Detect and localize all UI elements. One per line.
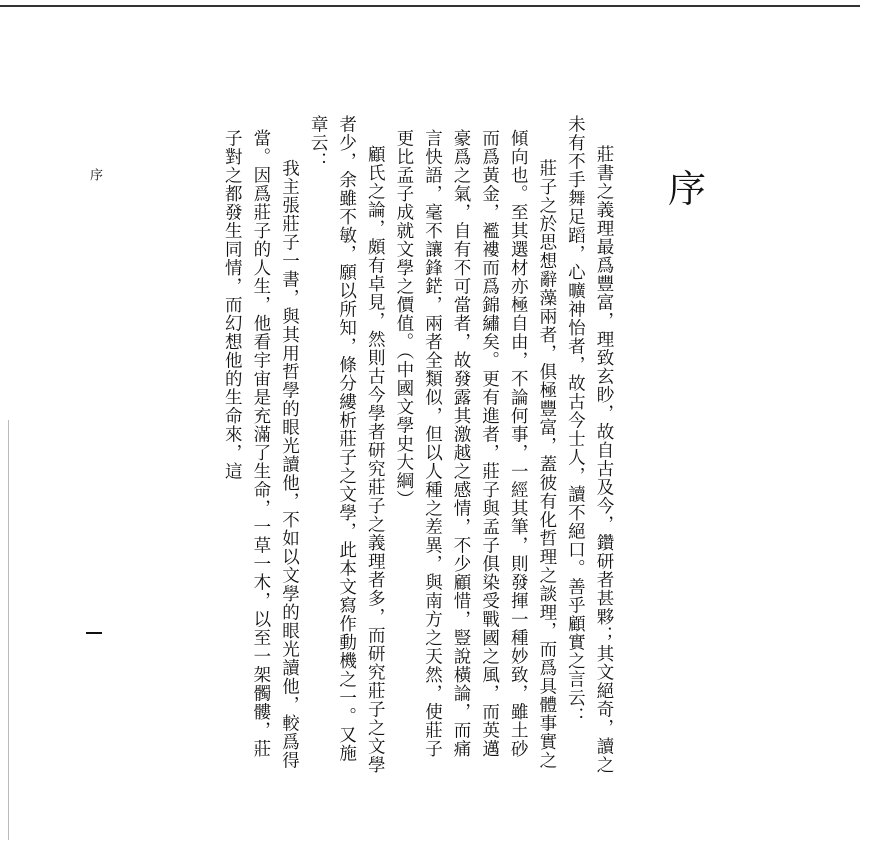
- top-rule: [0, 5, 860, 7]
- quote-shi-zhang: 我主張莊子一書，與其用哲學的眼光讀他，不如以文學的眼光讀他，較爲得當。因爲莊子的人生，他看宇宙是充滿了生命，一草一木，以至一架髑髏，莊子對之都發生同情，而幻想他的生命來，這: [222, 129, 300, 770]
- paragraph-intro: 莊書之義理最爲豐富，理致玄眇，故自古及今，鑽研者甚夥；其文絕奇，讀之未有不手舞足蹈，心曠神怡者，故古今士人，讀不絕口。善乎顧實之言云：: [565, 115, 614, 774]
- left-edge-line: [8, 420, 9, 840]
- running-head: 序: [87, 168, 102, 181]
- body-text: [138, 115, 618, 775]
- page-title: 序: [668, 167, 707, 211]
- page-number: [86, 632, 102, 634]
- quote-gu-shi: 莊子之於思想辭藻兩者，俱極豐富，蓋彼有化哲理之談理，而爲具體事實之傾向也。至其選材亦極自由，不論何事，一經其筆，則發揮一種妙致，雖土砂而爲黃金，襤褸而爲錦繡矣。更有進者，莊子與孟子俱染受戰國之風，而英邁豪爲之氣，自有不可當者，故發露其激越之感情，不少顧惜，豎說橫論，而痛言快語，毫不讓鋒鋩，兩者全類似，但以人種之差異，與南方之天然，使莊子更比孟子成就文學之價值。（中國文學史大綱）: [393, 129, 557, 770]
- paragraph-motivation: 顧氏之論，頗有卓見，然則古今學者研究莊子之義理者多，而研究莊子之文學者少，余雖不敏，願以所知，條分縷析莊子之文學，此本文寫作動機之一。又施章云：: [308, 115, 386, 774]
